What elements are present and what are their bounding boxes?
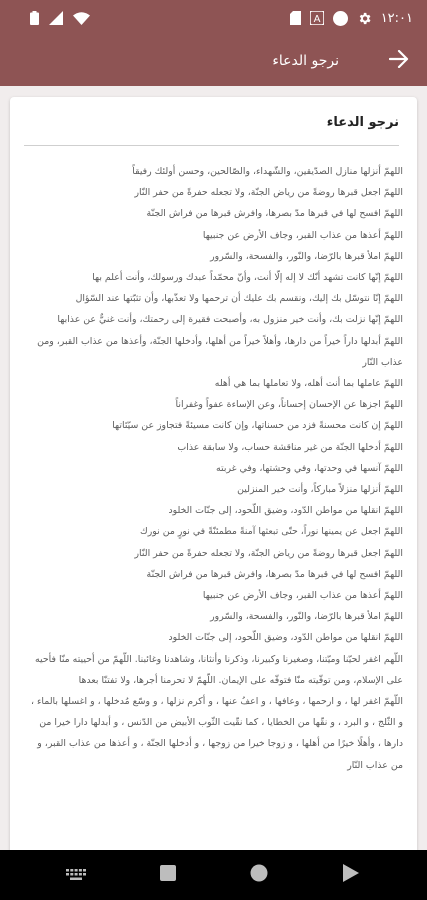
circle-notification-icon [333,11,348,26]
prayer-paragraph: اللهمّ املأ قبرها بالرّضا، والنّور، والفسحة، والسّرور [210,250,403,262]
recents-square-icon [160,865,176,885]
sd-card-icon [290,11,301,25]
home-circle-icon [250,864,268,886]
prayer-paragraph: اللهمّ اجعل عن يمينها نوراً، حتّى تبعثها آمنةً مطمئنّةً في نورٍ من نورك [140,526,403,538]
prayer-paragraph: اللّهم اغفر لحيّنا وميّتنا، وصغيرنا وكبيرنا، وذكرنا وأنثانا، وشاهدنا وغائبنا. اللّهمّ من أحييته منّا فأحيه على الإسلام، ومن توفّيته منّا فتوفّه على الإيمان. اللّهمّ لا تحرمنا أجرها، ولا تفتنّا بعدها [35,653,403,686]
prayer-paragraph: اللهمّ أدخلها الجنّة من غير مناقشة حساب، ولا سابقة عذاب [177,441,403,453]
back-nav-button[interactable] [326,850,376,900]
status-icons-right [290,11,413,26]
arrow-right-icon [389,50,409,72]
settings-icon [357,11,372,26]
prayer-paragraph: اللهمّ أنزلها منزلاً مباركاً، وأنت خير المنزلين [237,484,403,496]
prayer-paragraph: اللهمّ أعذها من عذاب القبر، وجاف الأرض عن جنبيها [202,590,403,602]
prayer-paragraph: اللّهمّ اغفر لها ، و ارحمها ، وعافها ، و اعفُ عنها ، و أكرم نزلها ، و وسّع مُدخلها ، و اغسلها بالماء ، و الثّلج ، و البرد ، و نقّها من الخطايا ، كما نقّيت الثّوب الأبيض من الدّنس ، و أبدلها دارا خيرا من دارها ، وأهلًا خيرًا من أهلها ، و زوجا خيرا من زوجها ، و أدخلها الجنّة ، و أعذها من عذاب القبر، و من عذاب النّار [31,696,403,771]
prayer-card [10,97,417,857]
back-triangle-icon [343,864,359,886]
prayer-paragraph: اللهمّ أنزلها منازل الصدّيقين، والشّهداء، والصّالحين، وحسن أولئك رفيقاً [132,166,403,177]
prayer-paragraph: اللهمّ اجزها عن الإحسان إحساناً، وعن الإساءة عفواً وغفراناً [175,399,403,411]
status-icons-left [30,11,90,25]
home-button[interactable] [234,850,284,900]
prayer-text [26,161,403,776]
prayer-paragraph: اللهمّ إنّها كانت تشهد أنّك لا إله إلّا أنت، وأنّ محمّداً عبدك ورسولك، وأنت أعلم بها [92,272,403,284]
prayer-paragraph: اللهمّ أعذها من عذاب القبر، وجاف الأرض عن جنبيها [202,229,403,241]
prayer-paragraph: اللهمّ اجعل قبرها روضةً من رياض الجنّة، ولا تجعله حفرةً من حفر النّار [134,187,403,199]
wifi-icon [73,12,90,25]
prayer-paragraph: اللهمّ افسح لها في قبرها مدّ بصرها، وافرش قبرها من فراش الجنّة [146,568,403,580]
keyboard-button[interactable] [51,850,101,900]
prayer-paragraph: اللهمّ اجعل قبرها روضةً من رياض الجنّة، ولا تجعله حفرةً من حفر النّار [134,547,403,559]
prayer-paragraph: اللهمّ إنّا نتوسّل بك إليك، ونقسم بك عليك أن ترحمها ولا تعذّبها، وأن تثبّتها عند السّؤال [75,293,403,305]
prayer-paragraph: اللهمّ انقلها من مواطن الدّود، وضيق اللّحود، إلى جنّات الخلود [168,505,403,517]
svg-text:A: A [313,14,321,25]
prayer-paragraph: اللهمّ افسح لها في قبرها مدّ بصرها، وافرش قبرها من فراش الجنّة [146,208,403,220]
clock: ١٢:٠١ [380,10,413,26]
recents-button[interactable] [143,850,193,900]
prayer-paragraph: اللهمّ أبدلها داراً خيراً من دارها، وأهلاً خيراً من أهلها، وأدخلها الجنّة، وأعذها من عذاب القبر، ومن عذاب النّار [37,335,403,368]
navigation-bar [0,850,427,900]
battery-icon [30,11,39,25]
status-bar [0,0,427,36]
prayer-paragraph: اللهمّ عاملها بما أنت أهله، ولا تعاملها بما هي أهله [214,378,403,390]
app-bar [0,36,427,86]
keyboard-icon [66,866,86,885]
prayer-paragraph: اللهمّ إن كانت محسنةً فزد من حسناتها، وإن كانت مسيئةً فتجاوز عن سيّئاتها [112,420,403,432]
signal-icon [49,11,63,25]
app-bar-title: نرجو الدعاء [272,53,339,69]
divider [24,145,399,146]
back-button[interactable] [375,36,423,86]
prayer-paragraph: اللهمّ املأ قبرها بالرّضا، والنّور، والفسحة، والسّرور [210,611,403,623]
prayer-paragraph: اللهمّ آنسها في وحدتها، وفي وحشتها، وفي غربته [216,462,403,474]
card-title: نرجو الدعاء [326,115,399,130]
prayer-paragraph: اللهمّ انقلها من مواطن الدّود، وضيق اللّحود، إلى جنّات الخلود [168,632,403,644]
prayer-paragraph: اللهمّ إنّها نزلت بك، وأنت خير منزول به، وأصبحت فقيرة إلى رحمتك، وأنت غنيٌّ عن عذابها [57,314,403,326]
a-notification-icon [310,11,324,25]
